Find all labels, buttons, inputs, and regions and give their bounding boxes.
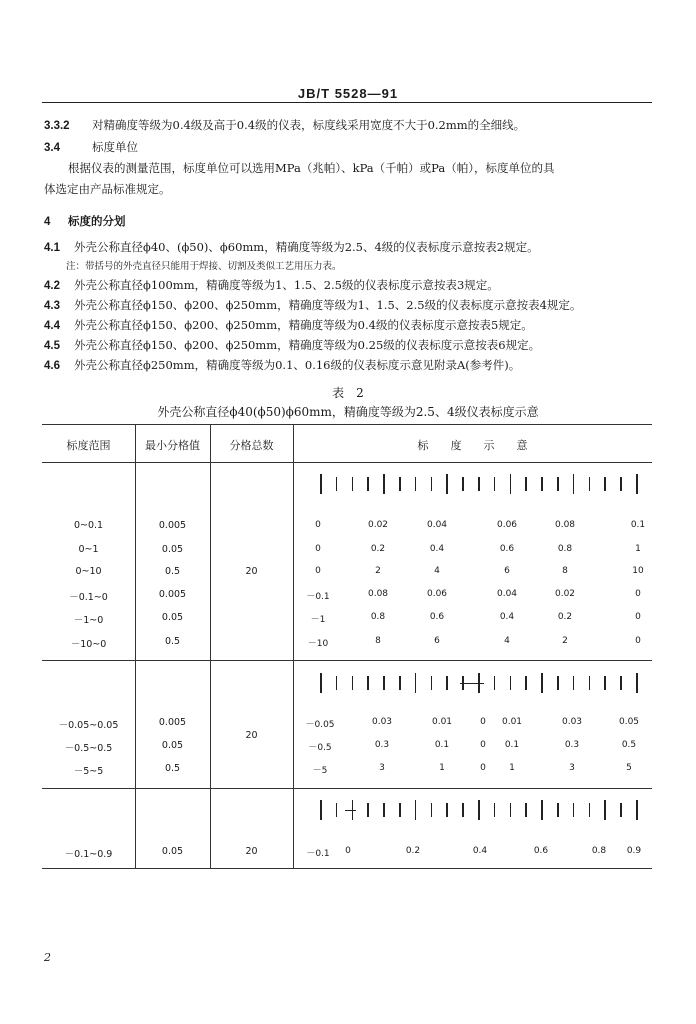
clause-4-2 [44, 278, 499, 293]
minor-tick [573, 803, 575, 817]
scale-label: 0.02 [554, 589, 576, 599]
major-tick [320, 673, 322, 693]
scale-label: 0.05 [618, 717, 640, 727]
scale-label: 1 [439, 763, 445, 773]
scale-label: 0 [345, 846, 351, 856]
scale-label: －0.05 [305, 720, 335, 730]
table-header-rule [42, 462, 652, 463]
header-rule [42, 102, 652, 103]
section-4-heading [44, 214, 126, 229]
cell-min-division: 0.5 [164, 636, 181, 647]
minor-tick [367, 803, 369, 817]
major-tick [415, 800, 417, 820]
minor-tick [510, 803, 512, 817]
minor-tick [620, 676, 622, 690]
header-min-division: 最小分格值 [145, 439, 200, 452]
cell-min-division: 0.005 [158, 589, 187, 600]
scale-label: 8 [375, 636, 381, 646]
clause-number: 4.2 [44, 280, 60, 292]
minor-tick [383, 803, 385, 817]
scale-label: 0.01 [431, 717, 453, 727]
minor-tick [336, 477, 338, 491]
clause-number: 4.1 [44, 242, 60, 254]
scale-label: 0.4 [429, 544, 445, 554]
scale-label: 10 [632, 566, 644, 576]
minor-tick [620, 477, 622, 491]
scale-label: 0 [315, 544, 321, 554]
minor-tick [541, 477, 543, 491]
clause-4-6 [44, 358, 520, 373]
minor-tick [557, 803, 559, 817]
minor-tick [336, 803, 338, 817]
major-tick [573, 474, 575, 494]
clause-text: 外壳公称直径ϕ150、ϕ200、ϕ250mm，精确度等级为0.4级的仪表标度示意按表5规定。 [74, 318, 533, 332]
scale-label: 0.2 [405, 846, 421, 856]
table-group-rule [42, 660, 652, 661]
clause-number: 4.3 [44, 300, 60, 312]
scale-label: 2 [562, 636, 568, 646]
scale-label: 0.04 [426, 520, 448, 530]
scale-label: 0.04 [496, 589, 518, 599]
major-tick [541, 800, 543, 820]
scale-label: 0.4 [472, 846, 488, 856]
table-column-divider [210, 424, 211, 868]
cell-range: －1~0 [73, 615, 104, 626]
note: 注：带括号的外壳直径只能用于焊接、切割及类似工艺用压力表。 [66, 261, 342, 272]
cell-min-division: 0.05 [161, 846, 184, 857]
cell-range: 0~1 [78, 544, 99, 555]
division-count: 20 [245, 846, 258, 857]
major-tick [320, 474, 322, 494]
scale-label: 0.6 [533, 846, 549, 856]
scale-label: －0.1 [306, 849, 330, 859]
minor-tick [510, 676, 512, 690]
minor-tick [589, 676, 591, 690]
minor-tick [557, 676, 559, 690]
major-tick [604, 800, 606, 820]
minor-tick [604, 477, 606, 491]
scale-label: 4 [504, 636, 510, 646]
clause-text: 外壳公称直径ϕ150、ϕ200、ϕ250mm，精确度等级为0.25级的仪表标度示意按表6规定。 [74, 338, 541, 352]
minor-tick [589, 477, 591, 491]
minor-tick [431, 676, 433, 690]
minor-tick [525, 477, 527, 491]
scale-label: 0.1 [434, 740, 450, 750]
scale-label: 0.06 [426, 589, 448, 599]
scale-label: 0 [635, 612, 641, 622]
scale-label: 0.08 [367, 589, 389, 599]
clause-text: 对精确度等级为0.4级及高于0.4级的仪表，标度线采用宽度不大于0.2mm的全细线。 [92, 118, 526, 132]
cell-min-division: 0.05 [161, 544, 184, 555]
scale-label: 6 [434, 636, 440, 646]
cell-range: 0~10 [75, 566, 102, 577]
scale-label: 0.03 [371, 717, 393, 727]
scale-label: 0.1 [504, 740, 520, 750]
scale-label: 0 [315, 566, 321, 576]
division-count: 20 [245, 566, 258, 577]
major-tick [510, 474, 512, 494]
clause-4-1 [44, 240, 539, 255]
cell-min-division: 0.005 [158, 717, 187, 728]
cell-range: －0.05~0.05 [58, 720, 119, 731]
cell-range: －0.1~0.9 [64, 849, 113, 860]
scale-label: 0 [315, 520, 321, 530]
clause-number: 3.3.2 [44, 120, 70, 132]
minor-tick [462, 803, 464, 817]
scale-label: 0.9 [626, 846, 642, 856]
minor-tick [383, 676, 385, 690]
scale-label: 0.1 [630, 520, 646, 530]
scale-label: 0.2 [370, 544, 386, 554]
cell-min-division: 0.05 [161, 740, 184, 751]
major-tick [636, 800, 638, 820]
scale-label: 1 [509, 763, 515, 773]
page-number: 2 [44, 951, 51, 964]
minor-tick [620, 803, 622, 817]
clause-number: 3.4 [44, 142, 60, 154]
major-tick [320, 800, 322, 820]
scale-label: －0.5 [308, 743, 332, 753]
clause-3-4-line2: 体选定由产品标准规定。 [44, 182, 171, 196]
clause-3-4-line1: 根据仪表的测量范围，标度单位可以选用MPa（兆帕）、kPa（千帕）或Pa（帕），标度单位的具 [68, 161, 555, 175]
table-group-rule [42, 788, 652, 789]
minor-tick [478, 477, 480, 491]
minor-tick [525, 676, 527, 690]
table-label: 表 2 [332, 386, 364, 400]
header-division-count: 分格总数 [229, 439, 274, 452]
clause-4-4 [44, 318, 533, 333]
cell-min-division: 0.5 [164, 566, 181, 577]
major-tick [636, 474, 638, 494]
minor-tick [352, 676, 354, 690]
minor-tick [494, 803, 496, 817]
scale-label: －1 [310, 615, 326, 625]
minor-tick [573, 676, 575, 690]
clause-number: 4.5 [44, 340, 60, 352]
division-count: 20 [245, 730, 258, 741]
scale-label: －5 [312, 766, 328, 776]
scale-label: 3 [379, 763, 385, 773]
scale-label: 0.03 [561, 717, 583, 727]
cell-min-division: 0.005 [158, 520, 187, 531]
minor-tick [446, 803, 448, 817]
scale-label: 0.6 [429, 612, 445, 622]
scale-label: 5 [626, 763, 632, 773]
minor-tick [352, 477, 354, 491]
cell-range: －0.5~0.5 [64, 743, 113, 754]
minor-tick [367, 676, 369, 690]
scale-label: 2 [375, 566, 381, 576]
major-tick [415, 673, 417, 693]
scale-label: 0 [480, 717, 486, 727]
scale-label: 0.02 [367, 520, 389, 530]
minor-tick [399, 477, 401, 491]
minor-tick [336, 676, 338, 690]
minor-tick [604, 676, 606, 690]
major-tick [383, 474, 385, 494]
scale-label: 0 [480, 763, 486, 773]
section-number: 4 [44, 216, 51, 228]
minor-tick [462, 477, 464, 491]
minor-tick [415, 477, 417, 491]
minor-tick [431, 477, 433, 491]
scale-label: －10 [307, 639, 329, 649]
scale-label: 0.06 [496, 520, 518, 530]
cell-range: 0~0.1 [73, 520, 104, 531]
scale-segment [460, 683, 484, 684]
scale-label: 0 [480, 740, 486, 750]
clause-text: 外壳公称直径ϕ150、ϕ200、ϕ250mm，精确度等级为1、1.5、2.5级的仪表标度示意按表4规定。 [74, 298, 582, 312]
scale-label: 8 [562, 566, 568, 576]
cell-min-division: 0.05 [161, 612, 184, 623]
major-tick [478, 800, 480, 820]
minor-tick [525, 803, 527, 817]
minor-tick [399, 803, 401, 817]
minor-tick [557, 477, 559, 491]
clause-text: 标度单位 [92, 140, 138, 154]
scale-label: 0.8 [591, 846, 607, 856]
minor-tick [589, 803, 591, 817]
minor-tick [399, 676, 401, 690]
scale-segment [345, 810, 356, 811]
scale-label: 0.3 [374, 740, 390, 750]
scale-label: 0 [635, 589, 641, 599]
table-top-rule [42, 424, 652, 425]
clause-text: 外壳公称直径ϕ100mm，精确度等级为1、1.5、2.5级的仪表标度示意按表3规定。 [74, 278, 499, 292]
header-scale-diagram: 标 度 示 意 [417, 439, 528, 452]
section-title: 标度的分划 [68, 214, 126, 228]
major-tick [636, 673, 638, 693]
minor-tick [431, 803, 433, 817]
scale-label: 6 [504, 566, 510, 576]
cell-range: －0.1~0 [69, 592, 108, 603]
scale-label: 3 [569, 763, 575, 773]
table-bottom-rule [42, 868, 652, 869]
scale-label: －0.1 [306, 592, 330, 602]
table-title: 外壳公称直径ϕ40(ϕ50)ϕ60mm，精确度等级为2.5、4级仪表标度示意 [157, 405, 539, 419]
scale-label: 0.6 [499, 544, 515, 554]
clause-text: 外壳公称直径ϕ40、(ϕ50)、ϕ60mm，精确度等级为2.5、4级的仪表标度示意按表2规定。 [74, 240, 539, 254]
scale-label: 0.3 [564, 740, 580, 750]
scale-label: 0.4 [499, 612, 515, 622]
scale-label: 0.5 [621, 740, 637, 750]
minor-tick [494, 477, 496, 491]
scale-label: 0.8 [557, 544, 573, 554]
clause-text: 外壳公称直径ϕ250mm，精确度等级为0.1、0.16级的仪表标度示意见附录A(参考件)。 [74, 358, 521, 372]
scale-label: 0.8 [370, 612, 386, 622]
scale-label: 0.2 [557, 612, 573, 622]
minor-tick [494, 676, 496, 690]
clause-number: 4.4 [44, 320, 60, 332]
clause-3-4 [44, 140, 138, 155]
document-code: JB/T 5528—91 [297, 86, 399, 101]
scale-label: 0.08 [554, 520, 576, 530]
major-tick [446, 474, 448, 494]
cell-min-division: 0.5 [164, 763, 181, 774]
scale-label: 0 [635, 636, 641, 646]
table-column-divider [293, 424, 294, 868]
cell-range: －10~0 [70, 639, 107, 650]
scale-label: 0.01 [501, 717, 523, 727]
clause-4-5 [44, 338, 540, 353]
minor-tick [446, 676, 448, 690]
scale-label: 1 [635, 544, 641, 554]
clause-4-3 [44, 298, 581, 313]
scale-label: 4 [434, 566, 440, 576]
clause-3-3-2 [44, 118, 525, 133]
header-range: 标度范围 [66, 439, 111, 452]
cell-range: －5~5 [73, 766, 104, 777]
clause-number: 4.6 [44, 360, 60, 372]
minor-tick [367, 477, 369, 491]
major-tick [541, 673, 543, 693]
